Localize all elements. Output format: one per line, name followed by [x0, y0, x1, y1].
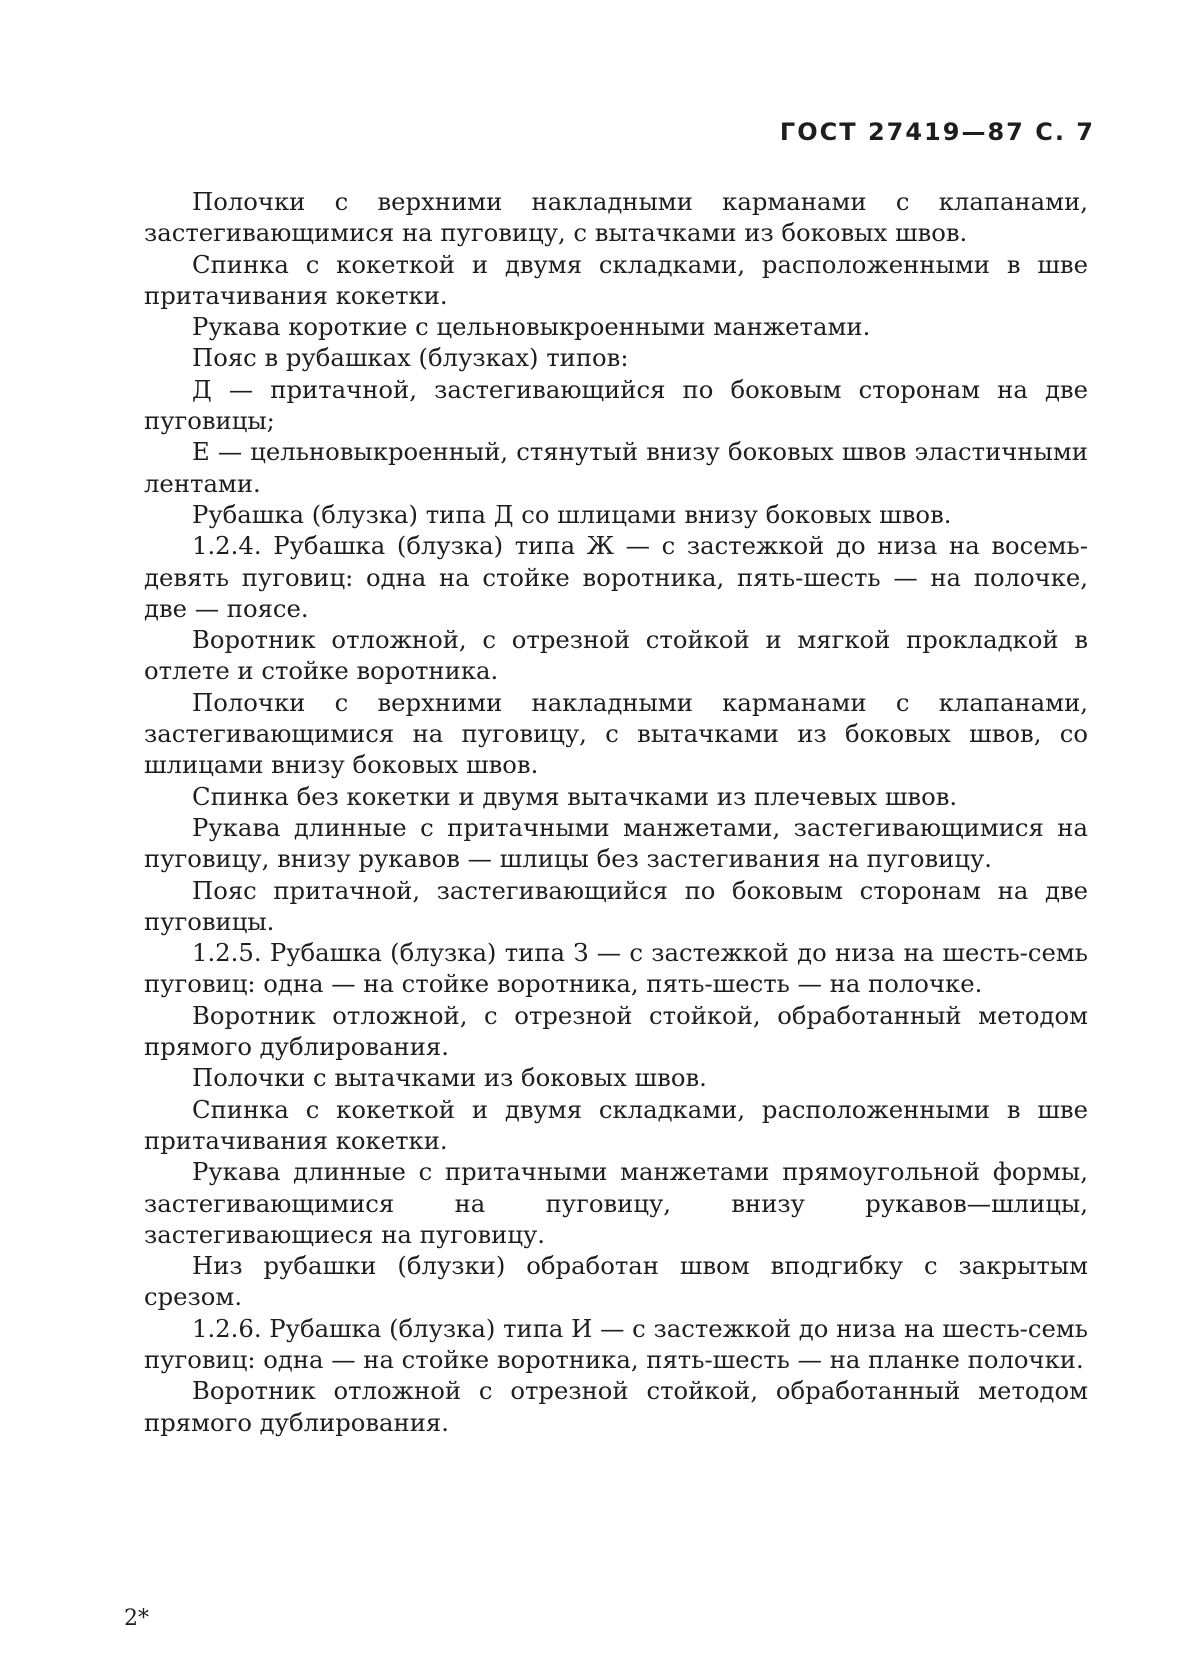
- paragraph: Рукава длинные с притачными манжетами, застегивающимися на пуговицу, внизу рукавов — шлицы без застегивания на пуговицу.: [144, 812, 1088, 874]
- paragraph: Воротник отложной, с отрезной стойкой, обработанный методом прямого дублирования.: [144, 1000, 1088, 1062]
- paragraph: Спинка с кокеткой и двумя складками, расположенными в шве притачивания кокетки.: [144, 1094, 1088, 1155]
- paragraph: 1.2.6. Рубашка (блузка) типа И — с застежкой до низа на шесть-семь пуговиц: одна — на стойке воротника, пять-шесть — на планке полочки.: [144, 1313, 1088, 1374]
- paragraph: Спинка с кокеткой и двумя складками, расположенными в шве притачивания кокетки.: [144, 249, 1088, 310]
- signature-mark: 2*: [124, 1606, 149, 1631]
- paragraph: Пояс притачной, застегивающийся по боковым сторонам на две пуговицы.: [144, 875, 1088, 936]
- paragraph: Воротник отложной, с отрезной стойкой и мягкой прокладкой в отлете и стойке воротника.: [144, 625, 1088, 686]
- paragraph: Пояс в рубашках (блузках) типов:: [192, 343, 629, 373]
- paragraph: Спинка без кокетки и двумя вытачками из плечевых швов.: [192, 781, 958, 811]
- paragraph: 1.2.5. Рубашка (блузка) типа З — с застежкой до низа на шесть-семь пуговиц: одна — на стойке воротника, пять-шесть — на полочке.: [144, 938, 1088, 999]
- body-text: [144, 186, 1088, 1438]
- paragraph: Полочки с вытачками из боковых швов.: [192, 1063, 707, 1093]
- running-head: ГОСТ 27419—87 С. 7: [779, 118, 1095, 146]
- paragraph: Низ рубашки (блузки) обработан швом вподгибку с закрытым срезом.: [144, 1251, 1088, 1312]
- paragraph: Рукава длинные с притачными манжетами прямоугольной формы, застегивающимися на пуговицу, внизу рукавов—шлицы, застегивающиеся на пуговицу.: [144, 1157, 1088, 1249]
- paragraph: Рубашка (блузка) типа Д со шлицами внизу боковых швов.: [192, 499, 952, 529]
- paragraph: Рукава короткие с цельновыкроенными манжетами.: [192, 312, 871, 342]
- paragraph: Полочки с верхними накладными карманами с клапанами, застегивающимися на пуговицу, с вытачками из боковых швов.: [144, 187, 1088, 248]
- paragraph: Воротник отложной с отрезной стойкой, обработанный методом прямого дублирования.: [144, 1376, 1088, 1437]
- paragraph: Е — цельновыкроенный, стянутый внизу боковых швов эластичными лентами.: [144, 437, 1088, 498]
- paragraph: Полочки с верхними накладными карманами с клапанами, застегивающимися на пуговицу, с вытачками из боковых швов, со шлицами внизу боковых швов.: [144, 687, 1088, 780]
- paragraph: 1.2.4. Рубашка (блузка) типа Ж — с застежкой до низа на восемь-девять пуговиц: одна на стойке воротника, пять-шесть — на полочке, две — поясе.: [144, 531, 1088, 623]
- paragraph: Д — притачной, застегивающийся по боковым сторонам на две пуговицы;: [144, 374, 1088, 436]
